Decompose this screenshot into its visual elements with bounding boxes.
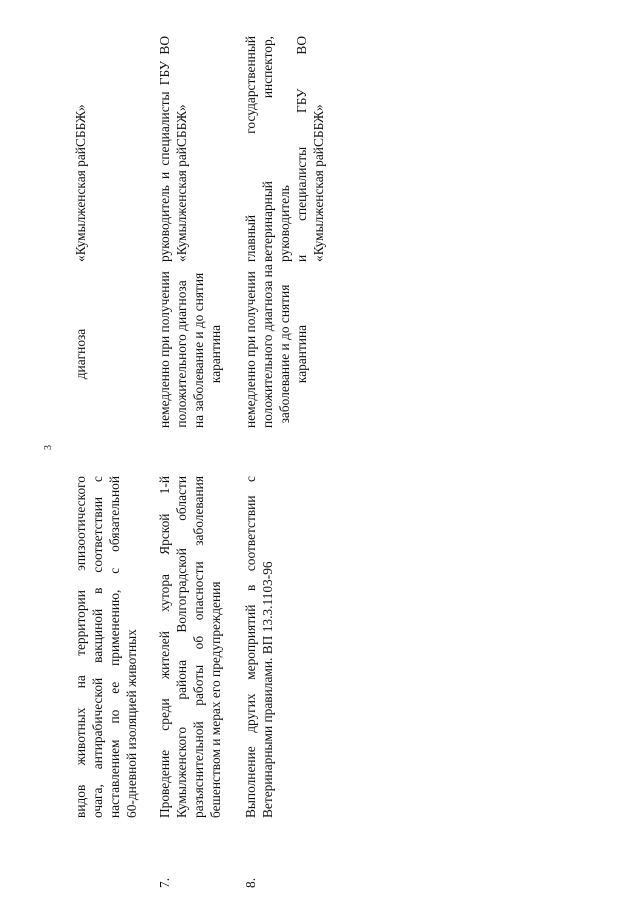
- measure-text: [72, 476, 140, 818]
- measure-text: [242, 476, 276, 818]
- text-line: ветеринарный инспектор, руководитель: [260, 36, 292, 262]
- responsible-text: [72, 36, 89, 262]
- text-line: Проведение среди жителей хутора Ярской 1-й: [157, 476, 172, 818]
- responsible-text: [242, 36, 327, 262]
- rotated-table: [43, 30, 372, 890]
- text-line: бешенством и мерах его предупреждения: [208, 581, 223, 818]
- text-line: Кумылженского района Волгоградской области: [174, 476, 189, 818]
- term-text: [156, 271, 224, 428]
- text-line: и специалисты ГБУ ВО: [294, 36, 309, 262]
- text-line: карантина: [208, 324, 223, 384]
- term-text: [72, 280, 89, 428]
- text-line: наставлением по ее применению, с обязательной: [107, 476, 122, 818]
- text-line: Выполнение других мероприятий в соответствии с: [243, 476, 258, 818]
- text-line: 60-дневной изоляцией животных: [124, 629, 139, 818]
- text-line: «Кумылженская райСББЖ»: [174, 104, 189, 262]
- text-line: заболевание и до снятия: [277, 284, 292, 424]
- measure-text: [156, 476, 224, 818]
- row-number: 7.: [157, 877, 172, 888]
- text-line: руководитель и специалисты ГБУ ВО: [157, 36, 172, 262]
- text-line: положительного диагноза: [174, 280, 189, 428]
- text-line: видов животных на территории эпизоотического: [73, 476, 88, 818]
- term-text: [242, 264, 310, 428]
- text-line: положительного диагноза на: [260, 264, 275, 428]
- row-number: 8.: [243, 877, 258, 888]
- text-line: «Кумылженская райСББЖ»: [311, 104, 326, 262]
- text-line: главный государственный: [243, 36, 258, 262]
- page-number: 3: [43, 445, 54, 450]
- text-line: карантина: [294, 324, 309, 384]
- text-line: разъяснительной работы об опасности заболевания: [191, 476, 206, 818]
- text-line: немедленно при получении: [157, 271, 172, 428]
- text-line: «Кумылженская райСББЖ»: [73, 104, 88, 262]
- text-line: очага, антирабической вакциной в соответствии с: [90, 476, 105, 818]
- text-line: диагноза: [73, 328, 88, 380]
- text-line: на заболевание и до снятия: [191, 272, 206, 428]
- text-line: Ветеринарными правилами. ВП 13.3.1103-96: [260, 561, 275, 818]
- text-line: немедленно при получении: [243, 271, 258, 428]
- responsible-text: [156, 36, 190, 262]
